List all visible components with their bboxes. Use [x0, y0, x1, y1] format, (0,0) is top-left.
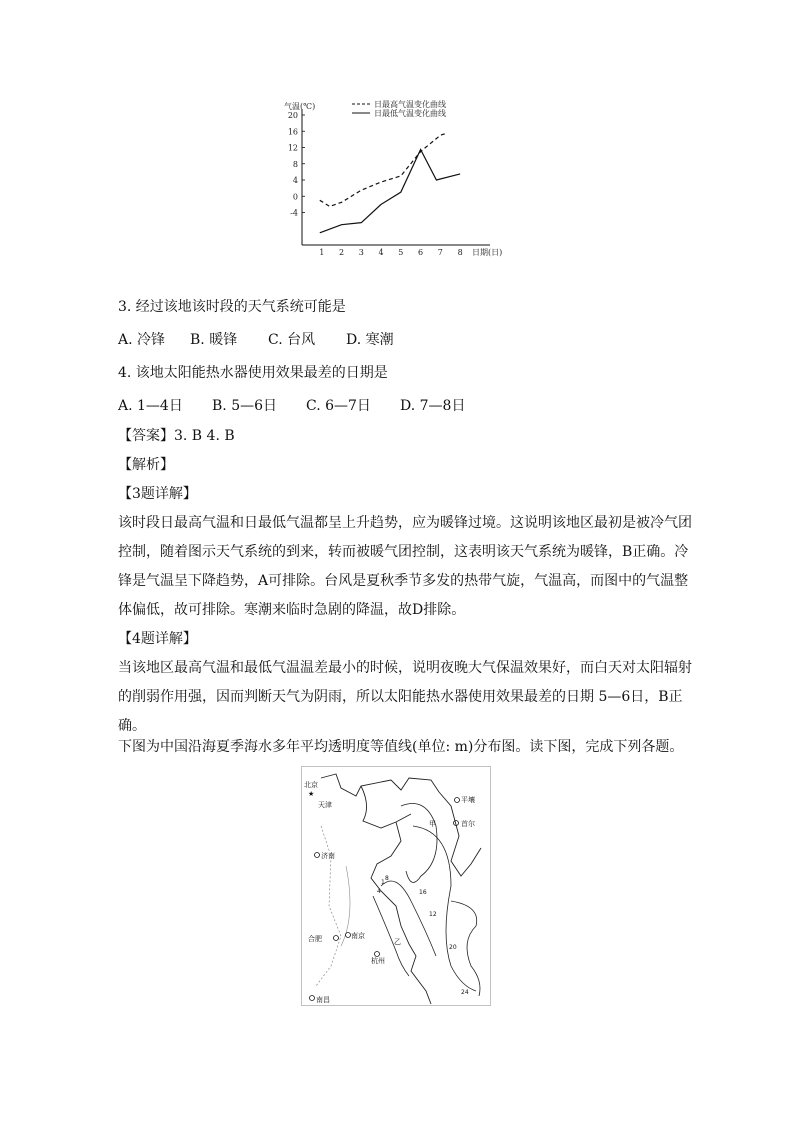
- y-tick-label: 20: [287, 111, 298, 120]
- legend-label: 日最低气温变化曲线: [374, 109, 446, 118]
- contour-label-4: 4: [377, 888, 381, 895]
- x-tick-label: 3: [358, 248, 364, 257]
- contour-label-20: 20: [449, 944, 457, 951]
- x-tick-label: 2: [338, 248, 345, 257]
- q3-option-d[interactable]: D. 寒潮: [346, 332, 394, 348]
- q4-option-c[interactable]: C. 6—7日: [306, 398, 371, 414]
- city-tianjin: 天津: [318, 801, 332, 809]
- temperature-line-chart: [270, 95, 520, 265]
- y-tick-label: 8: [292, 159, 298, 169]
- series-high-line: [320, 133, 446, 206]
- q4-options: [118, 396, 465, 416]
- y-axis-label: 气温(℃): [284, 102, 316, 111]
- q3-detail-heading: 【3题详解】: [118, 486, 197, 502]
- label-jia: 甲: [429, 820, 436, 828]
- analysis-heading: 【解析】: [118, 457, 174, 473]
- q3-options: [118, 330, 394, 350]
- y-tick-label: 12: [287, 143, 298, 153]
- city-hangzhou: 杭州: [371, 957, 385, 965]
- question-3: 3. 经过该地该时段的天气系统可能是: [118, 299, 346, 315]
- q3-option-c[interactable]: C. 台风: [268, 332, 316, 348]
- y-tick-label: 16: [287, 127, 298, 137]
- label-yi: 乙: [394, 938, 401, 946]
- contour-label-16: 16: [419, 889, 427, 896]
- city-jinan: 济南: [321, 852, 335, 860]
- x-tick-label: 6: [418, 248, 424, 257]
- y-tick-label: 4: [292, 176, 298, 185]
- q4-detail-heading: 【4题详解】: [118, 631, 197, 647]
- city-hefei: 合肥: [308, 935, 322, 943]
- y-tick-label: -4: [290, 208, 298, 218]
- q4-option-d[interactable]: D. 7—8日: [400, 398, 466, 414]
- x-tick-label: 8: [457, 248, 463, 257]
- x-tick-label: 1: [319, 248, 325, 257]
- city-pyongyang: 平壤: [461, 796, 475, 804]
- x-tick-label: 4: [378, 248, 384, 257]
- x-axis-label: 日期(日): [472, 248, 503, 257]
- chart-svg: [270, 95, 520, 265]
- series-low-line: [320, 150, 460, 233]
- contour-label-8: 8: [385, 875, 389, 882]
- x-tick-label: 7: [437, 248, 443, 257]
- city-nanchang: 南昌: [316, 996, 330, 1004]
- q4-option-b[interactable]: B. 5—6日: [212, 398, 278, 414]
- answer: 【答案】3. B 4. B: [118, 428, 235, 444]
- city-beijing: 北京: [304, 781, 318, 789]
- contour-label-12: 12: [429, 911, 437, 918]
- q3-option-b[interactable]: B. 暖锋: [190, 332, 238, 348]
- q4-option-a[interactable]: A. 1—4日: [118, 398, 183, 414]
- transparency-map: [301, 766, 491, 1006]
- y-tick-label: 0: [292, 192, 298, 202]
- city-seoul: 首尔: [461, 820, 475, 828]
- x-tick-label: 5: [398, 248, 404, 257]
- contour-label-1: 1: [381, 879, 385, 886]
- q4-detail: 当该地区最高气温和最低气温温差最小的时候，说明夜晚大气保温效果好，而白天对太阳辐射的削弱作用强，因而判断天气为阴雨，所以太阳能热水器使用效果最差的日期 5—6日，B正确。: [118, 660, 692, 734]
- beijing-star-icon: ★: [308, 790, 315, 798]
- q3-option-a[interactable]: A. 冷锋: [118, 332, 166, 348]
- contour-label-24: 24: [461, 989, 469, 996]
- legend-label: 日最高气温变化曲线: [374, 100, 446, 109]
- map-svg: [301, 766, 491, 1006]
- q3-detail: 该时段日最高气温和日最低气温都呈上升趋势，应为暖锋过境。这说明该地区最初是被冷气团控制，随着图示天气系统的到来，转而被暖气团控制，这表明该天气系统为暖锋，B正确。冷锋是气温呈下降趋势，A可排除。台风是夏秋季节多发的热带气旋，气温高，而图中的气温整体偏低，故可排除。寒潮来临时急剧的降温，故D排除。: [118, 515, 692, 618]
- question-4: 4. 该地太阳能热水器使用效果最差的日期是: [118, 365, 388, 381]
- city-nanjing: 南京: [351, 932, 365, 940]
- map-intro: 下图为中国沿海夏季海水多年平均透明度等值线(单位: m)分布图。读下图，完成下列各题。: [118, 739, 684, 755]
